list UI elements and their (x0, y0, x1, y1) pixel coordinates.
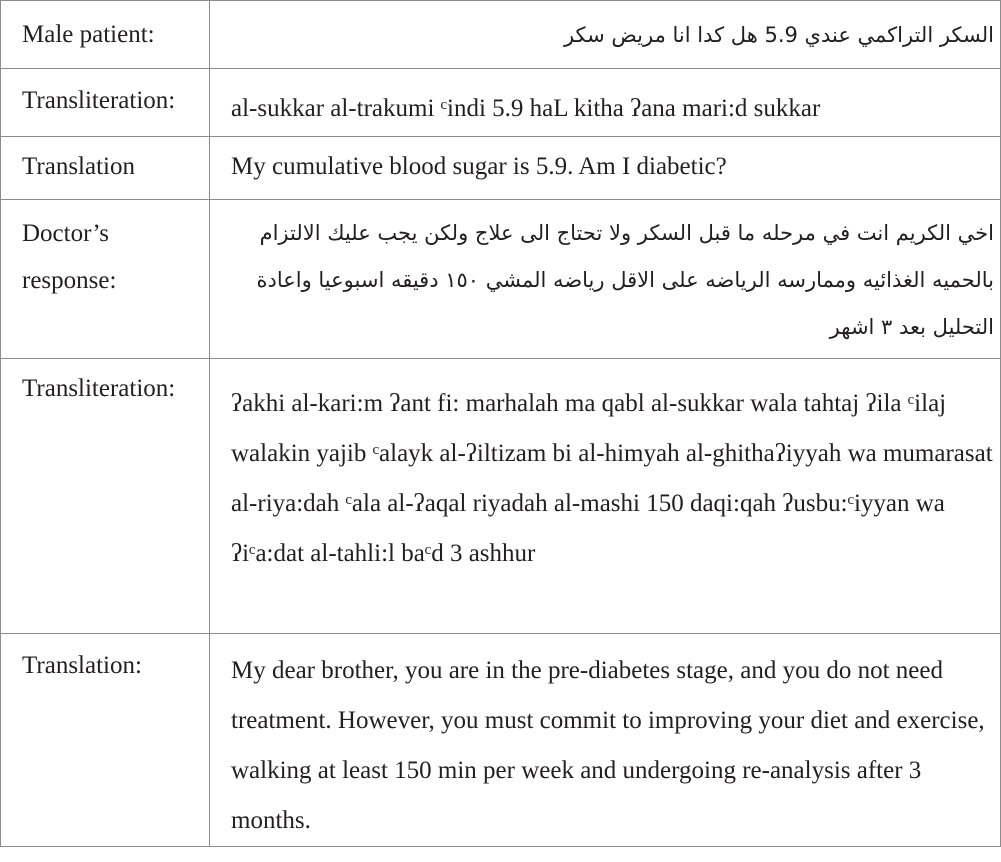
table-row-doctor-transliteration (1, 359, 1001, 634)
translation-text: My cumulative blood sugar is 5.9. Am I diabetic? (210, 137, 1001, 200)
table-row-doctor-response (1, 200, 1001, 359)
table-row-patient-translation (1, 137, 1001, 200)
transliteration-text: al-sukkar al-trakumi ᶜindi 5.9 haL kitha ʔana mari:d sukkar (210, 69, 1001, 137)
row-label: Transliteration: (1, 69, 210, 137)
table-row-patient-message (1, 1, 1001, 69)
translation-text: My dear brother, you are in the pre-diabetes stage, and you do not need treatment. However, you must commit to improving your diet and exercise, walking at least 150 min per week and undergoing re-analysis after 3 months. (210, 634, 1001, 847)
arabic-doctor-text: اخي الكريم انت في مرحله ما قبل السكر ولا تحتاج الى علاج ولكن يجب عليك الالتزام بالحميه الغذائيه وممارسه الرياضه على الاقل رياضه المشي ١٥٠ دقيقه اسبوعيا واعادة التحليل بعد ٣ اشهر (210, 200, 1001, 359)
table-row-doctor-translation (1, 634, 1001, 847)
arabic-patient-text: السكر التراكمي عندي 5.9 هل كدا انا مريض سكر (210, 1, 1001, 69)
row-label: Translation: (1, 634, 210, 847)
row-label: Male patient: (1, 1, 210, 69)
row-label: Transliteration: (1, 359, 210, 634)
transliteration-text: ʔakhi al-kari:m ʔant fi: marhalah ma qabl al-sukkar wala tahtaj ʔila ᶜilaj walakin yajib ᶜalayk al-ʔiltizam bi al-himyah al-ghithaʔiyyah wa mumarasat al-riya:dah ᶜala al-ʔaqal riyadah al-mashi 150 daqi:qah ʔusbu:ᶜiyyan wa ʔiᶜa:dat al-tahli:l baᶜd 3 ashhur (210, 359, 1001, 634)
row-label: Doctor’s response: (1, 200, 210, 359)
row-label: Translation (1, 137, 210, 200)
table-row-patient-transliteration (1, 69, 1001, 137)
